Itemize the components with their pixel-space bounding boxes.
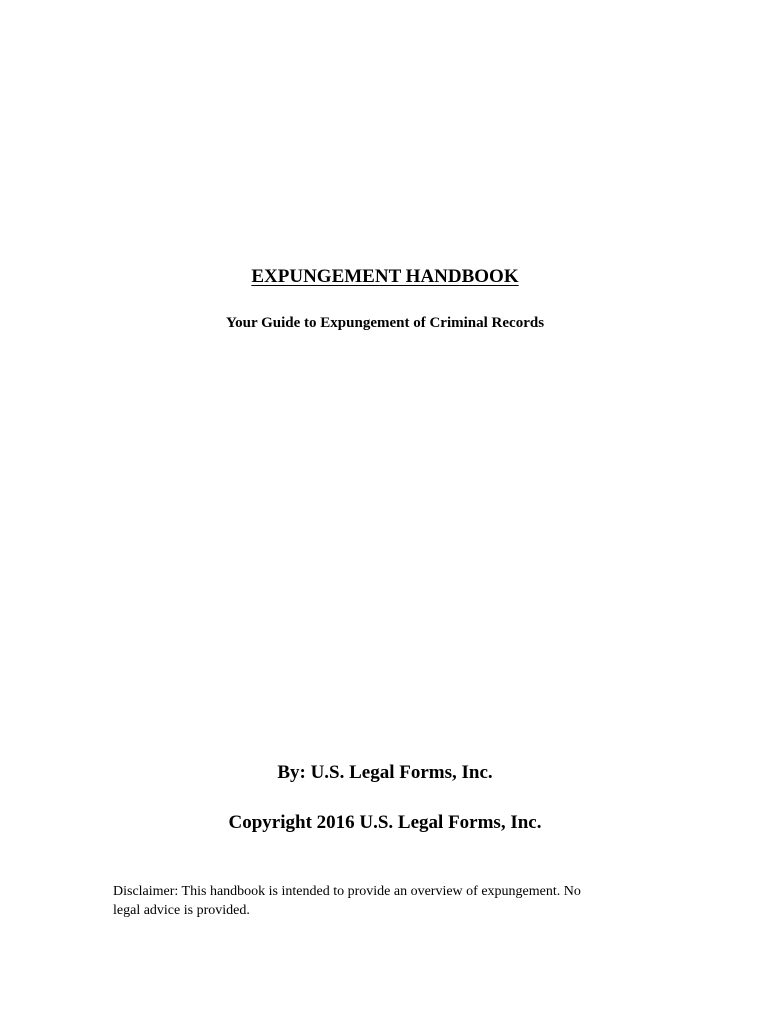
disclaimer-line-1: Disclaimer: This handbook is intended to provide an overview of expungement. No (113, 884, 581, 899)
author-byline: By: U.S. Legal Forms, Inc. (277, 762, 493, 783)
page-title: EXPUNGEMENT HANDBOOK (251, 266, 519, 287)
page-subtitle: Your Guide to Expungement of Criminal Records (225, 315, 545, 331)
copyright-notice: Copyright 2016 U.S. Legal Forms, Inc. (228, 812, 542, 833)
disclaimer (113, 882, 653, 920)
disclaimer-line-2: legal advice is provided. (113, 903, 250, 918)
